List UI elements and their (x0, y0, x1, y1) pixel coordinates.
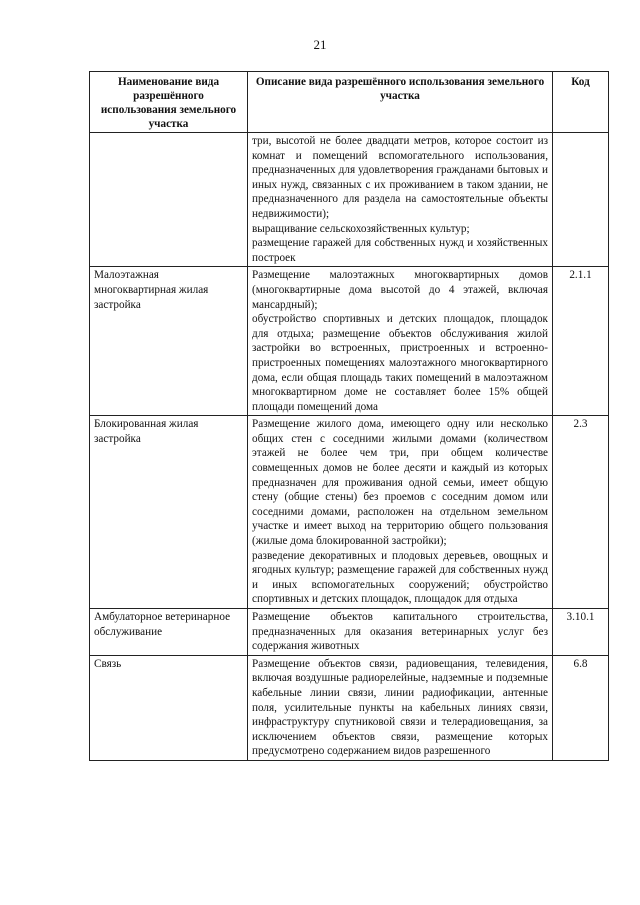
row-description (248, 267, 553, 416)
table-header-row (90, 72, 609, 133)
description-paragraph: размещение гаражей для собственных нужд и хозяйственных построек (252, 237, 548, 264)
description-paragraph: выращивание сельскохозяйственных культур; (252, 222, 470, 235)
table-row (90, 655, 609, 760)
land-use-table (89, 71, 609, 761)
row-code: 2.1.1 (553, 267, 609, 416)
row-name (90, 133, 248, 267)
description-paragraph: Размещение жилого дома, имеющего одну или несколько общих стен с соседними жилыми домами (количеством этажей не более чем три, при общем количестве совмещенных домов не более десяти и каждый из которых предназначен для проживания одной семьи, имеет общую стену (общие стены) без проемов с соседним домом или соседними домами, расположен на отдельном земельном участке и имеет выход на территорию общего пользования (жилые дома блокированной застройки); (252, 418, 548, 548)
table-row (90, 416, 609, 609)
row-description (248, 609, 553, 656)
description-paragraph: три, высотой не более двадцати метров, которое состоит из комнат и помещений вспомогательного использования, предназначенных для удовлетворения гражданами бытовых и иных нужд, связанных с их проживанием в таком здании, не предназначенного для раздела на самостоятельные объекты недвижимости); (252, 135, 548, 220)
row-code: 2.3 (553, 416, 609, 609)
row-code: 3.10.1 (553, 609, 609, 656)
description-paragraph: Размещение малоэтажных многоквартирных домов (многоквартирные дома высотой до 4 этажей, включая мансардный); (252, 269, 548, 311)
row-description (248, 133, 553, 267)
header-description: Описание вида разрешённого использования земельного участка (248, 72, 553, 133)
row-code (553, 133, 609, 267)
row-description (248, 655, 553, 760)
description-paragraph: Размещение объектов капитального строительства, предназначенных для оказания ветеринарных услуг без содержания животных (252, 611, 548, 653)
table-row (90, 267, 609, 416)
header-name: Наименование вида разрешённого использования земельного участка (90, 72, 248, 133)
table-row (90, 609, 609, 656)
page-number: 21 (313, 37, 327, 52)
row-name: Малоэтажная многоквартирная жилая застройка (90, 267, 248, 416)
description-paragraph: Размещение объектов связи, радиовещания, телевидения, включая воздушные радиорелейные, надземные и подземные кабельные линии связи, линии радиофикации, антенные поля, усилительные пункты на кабельных линиях связи, инфраструктуру спутниковой связи и телерадиовещания, за исключением объектов связи, размещение которых предусмотрено содержанием видов разрешенного (252, 657, 548, 758)
table-row (90, 133, 609, 267)
row-name: Амбулаторное ветеринарное обслуживание (90, 609, 248, 656)
description-paragraph: обустройство спортивных и детских площадок, площадок для отдыха; размещение объектов обслуживания жилой застройки во встроенных, пристроенных и встроенно-пристроенных помещениях малоэтажного многоквартирного дома, если общая площадь таких помещений в малоэтажном многоквартирном доме не составляет более 15% общей площади помещений дома (252, 313, 548, 413)
row-description (248, 416, 553, 609)
row-name: Блокированная жилая застройка (90, 416, 248, 609)
description-paragraph: разведение декоративных и плодовых деревьев, овощных и ягодных культур; размещение гаражей для собственных нужд и иных вспомогательных сооружений; обустройство спортивных и детских площадок, площадок для отдыха (252, 549, 548, 606)
row-code: 6.8 (553, 655, 609, 760)
row-name: Связь (90, 655, 248, 760)
header-code: Код (553, 72, 609, 133)
